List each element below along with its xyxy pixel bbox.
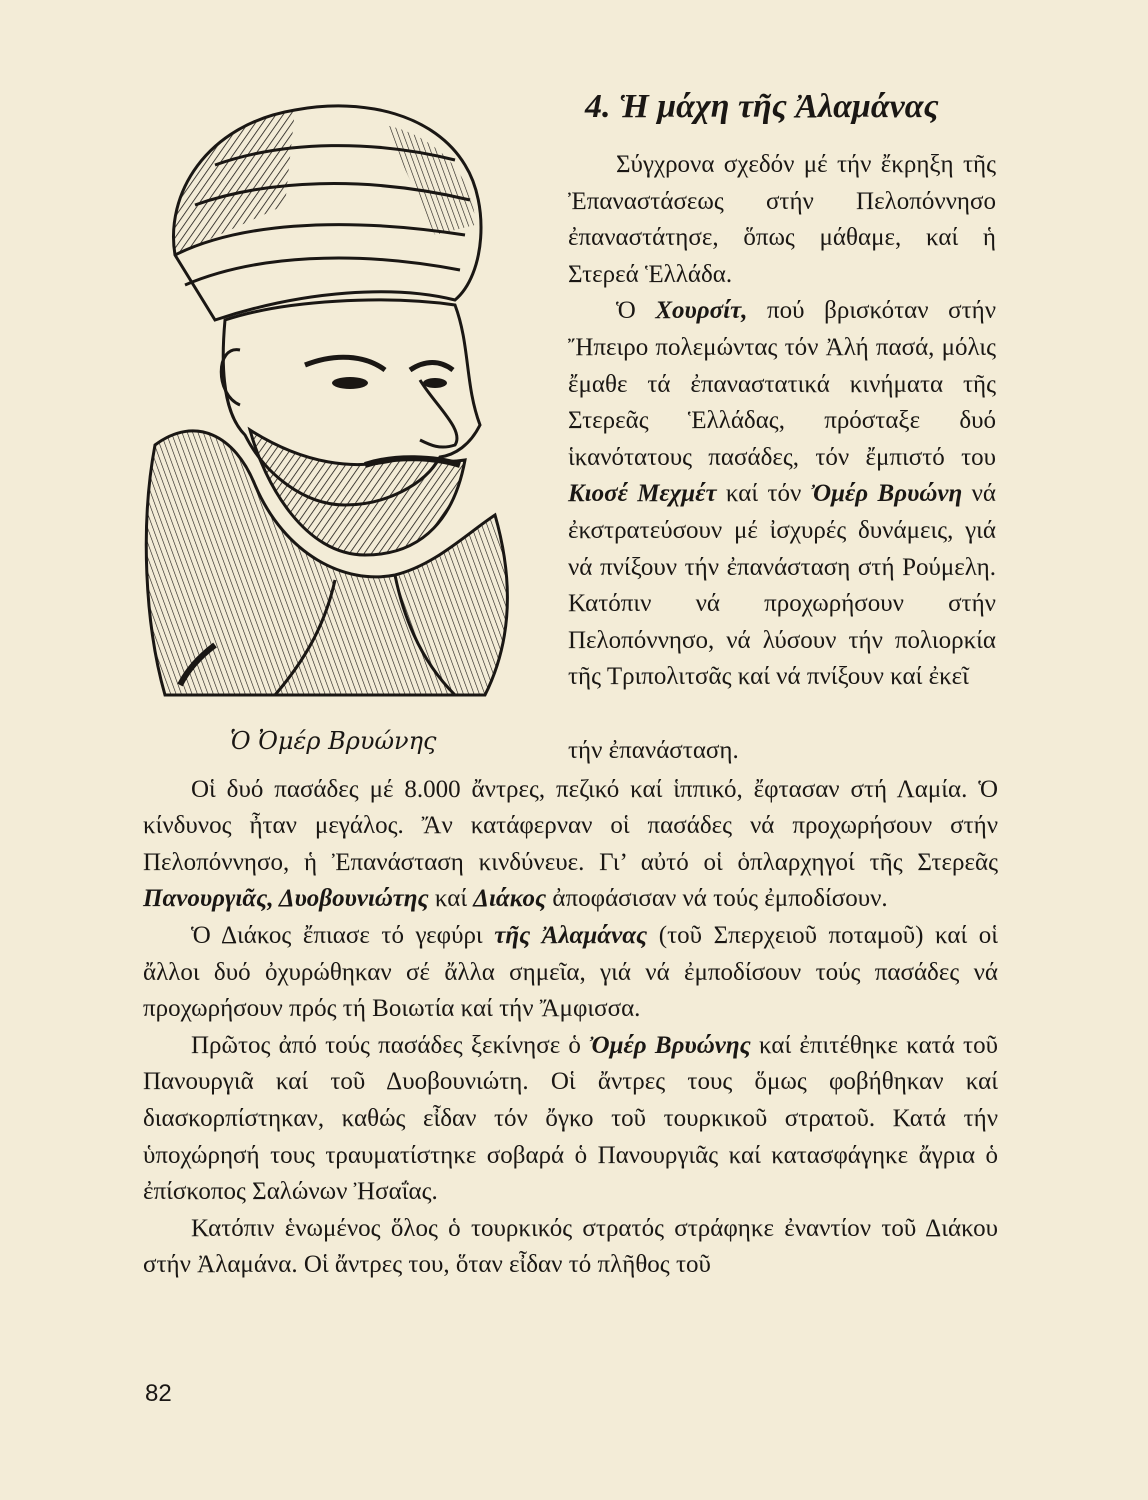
name-diakos: Διάκος (473, 885, 547, 913)
name-omer-vryonis: Ὀμέρ Βρυώνης (589, 1031, 751, 1059)
paragraph-tail: τήν ἐπανάσταση. (568, 737, 739, 764)
paragraph: Ὁ Διάκος ἔπιασε τό γεφύρι τῆς Ἀλαμάνας (τοῦ Σπερχειοῦ ποταμοῦ) καί οἱ ἄλλοι δυό ὀχυρώθηκαν σέ ἄλλα σημεῖα, γιά νά ἐμποδίσουν τούς πασάδες νά προχωρήσουν πρός τή Βοιωτία καί τήν Ἄμφισσα. (143, 921, 998, 1023)
page-number: 82 (145, 1380, 172, 1407)
paragraph: Κατόπιν ἑνωμένος ὅλος ὁ τουρκικός στρατός στράφηκε ἐναντίον τοῦ Διάκου στήν Ἀλαμάνα. Οἱ ἄντρες του, ὅταν εἶδαν τό πλῆθος τοῦ (143, 1214, 998, 1279)
column-text (568, 147, 996, 696)
paragraph: Σύγχρονα σχεδόν μέ τήν ἔκρηξη τῆς Ἐπαναστάσεως στήν Πελοπόννησο ἐπαναστάτησε, ὅπως μάθαμε, καί ἡ Στερεά Ἑλλάδα. (568, 151, 996, 288)
portrait-caption: Ὁ Ὀμέρ Βρυώνης (230, 727, 437, 755)
name-omer-vryonis: Ὀμέρ Βρυώνη (810, 480, 963, 508)
paragraph: Οἱ δυό πασάδες μέ 8.000 ἄντρες, πεζικό καί ἱππικό, ἔφτασαν στή Λαμία. Ὁ κίνδυνος ἦταν μεγάλος. Ἄν κατάφερναν οἱ πασάδες νά προχωρήσουν στήν Πελοπόννησο, ἡ Ἐπανάσταση κινδύνευε. Γι’ αὐτό οἱ ὁπλαρχηγοί τῆς Στερεᾶς Πανουργιᾶς, Δυοβουνιώτης καί Διάκος ἀποφάσισαν νά τούς ἐμποδίσουν. (143, 775, 998, 913)
body-text (143, 737, 998, 1284)
portrait-engraving-icon (135, 85, 555, 725)
name-churshid: Χουρσίτ, (655, 297, 748, 325)
name-panourgias-dyovouniotis: Πανουργιᾶς, Δυοβουνιώτης (143, 885, 429, 913)
name-alamana: τῆς Ἀλαμάνας (494, 921, 648, 949)
paragraph: Πρῶτος ἀπό τούς πασάδες ξεκίνησε ὁ Ὀμέρ Βρυώνης καί ἐπιτέθηκε κατά τοῦ Πανουργιᾶ καί τοῦ Δυοβουνιώτη. Οἱ ἄντρες τους ὅμως φοβήθηκαν καί διασκορπίστηκαν, καθώς εἶδαν τόν ὄγκο τοῦ τουρκικοῦ στρατοῦ. Κατά τήν ὑποχώρησή τους τραυματίστηκε σοβαρά ὁ Πανουργιᾶς καί κατασφάγηκε ἄγρια ὁ ἐπίσκοπος Σαλώνων Ἠσαΐας. (143, 1031, 998, 1206)
paragraph: Ὁ Χουρσίτ, πού βρισκόταν στήν Ἤπειρο πολεμώντας τόν Ἀλή πασά, μόλις ἔμαθε τά ἐπαναστατικά κινήματα τῆς Στερεᾶς Ἑλλάδας, πρόσταξε δυό ἱκανότατους πασάδες, τόν ἔμπιστό του Κιοσέ Μεχμέτ καί τόν Ὀμέρ Βρυώνη νά ἐκστρατεύσουν μέ ἰσχυρές δυνάμεις, γιά νά πνίξουν τήν ἐπανάσταση στή Ρούμελη. Κατόπιν νά προχωρήσουν στήν Πελοπόννησο, νά λύσουν τήν πολιορκία τῆς Τριπολιτσᾶς καί νά πνίξουν καί ἐκεῖ (568, 297, 997, 691)
section-title: 4. Ἡ μάχη τῆς Ἀλαμάνας (585, 88, 939, 125)
name-kiose-mehmet: Κιοσέ Μεχμέτ (568, 480, 717, 508)
